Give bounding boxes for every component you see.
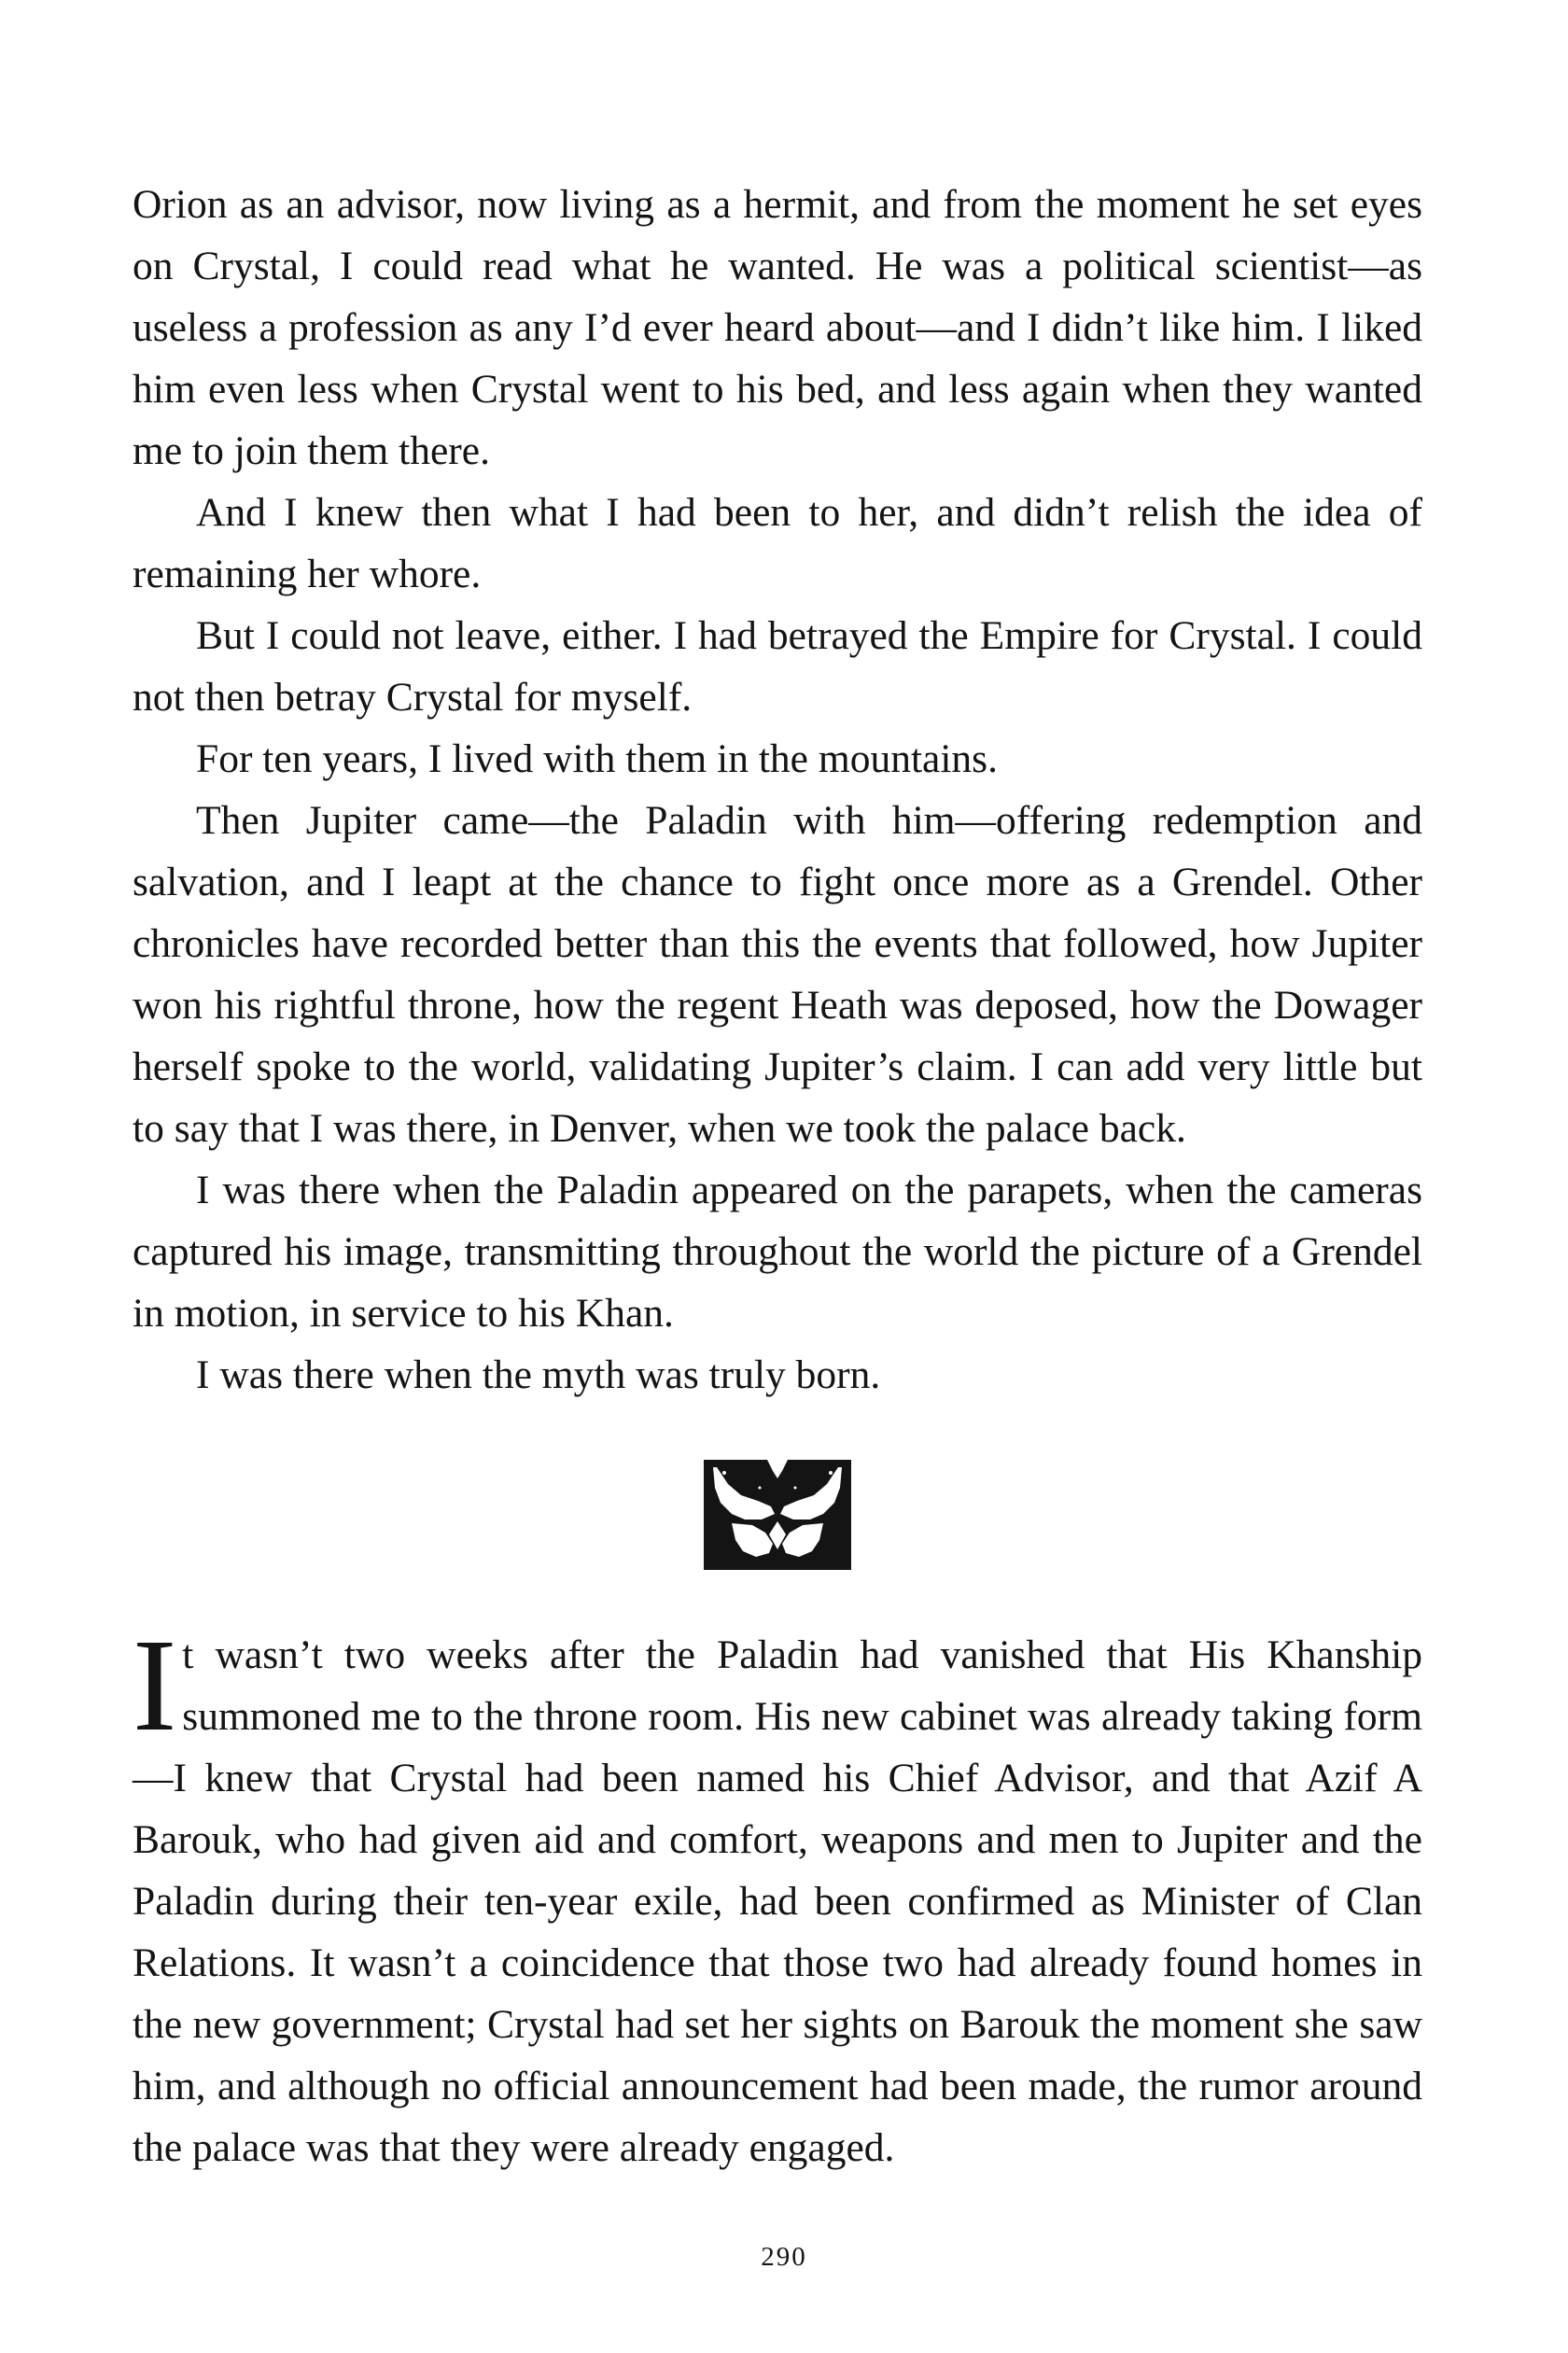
section-break bbox=[133, 1460, 1422, 1570]
paragraph-2: And I knew then what I had been to her, and didn’t relish the idea of remaining her whore. bbox=[133, 490, 1422, 596]
paragraph-5: Then Jupiter came—the Paladin with him—offering redemption and salvation, and I leapt at the chance to fight once more as a Grendel. Other chronicles have recorded better than this the events that followed, how Jupiter won his rightful throne, how the regent Heath was deposed, how the Dowager herself spoke to the world, validating Jupiter’s claim. I can add very little but to say that I was there, in Denver, when we took the palace back. bbox=[133, 798, 1422, 1151]
page-number: 290 bbox=[761, 2242, 807, 2272]
opening-paragraph-text: t wasn’t two weeks after the Paladin had vanished that His Khanship summoned me to the throne room. His new cabinet was already taking form—I knew that Crystal had been named his Chief Advisor, and that Azif A Barouk, who had given aid and comfort, weapons and men to Jupiter and the Paladin during their ten-year exile, had been confirmed as Minister of Clan Relations. It wasn’t a coincidence that those two had already found homes in the new government; Crystal had set her sights on Barouk the moment she saw him, and although no official announcement had been made, the rumor around the palace was that they were already engaged. bbox=[133, 1632, 1422, 2170]
drop-cap: I bbox=[133, 1611, 177, 1758]
page-body bbox=[133, 174, 1422, 2178]
paragraph-1: Orion as an advisor, now living as a hermit, and from the moment he set eyes on Crystal, I could read what he wanted. He was a political scientist—as useless a profession as any I’d ever heard about—and I didn’t like him. I liked him even less when Crystal went to his bed, and less again when they wanted me to join them there. bbox=[133, 182, 1422, 473]
paragraph-6: I was there when the Paladin appeared on the parapets, when the cameras captured his image, transmitting throughout the world the picture of a Grendel in motion, in service to his Khan. bbox=[133, 1168, 1422, 1336]
paragraph-4: For ten years, I lived with them in the mountains. bbox=[196, 736, 998, 781]
paragraph-3: But I could not leave, either. I had betrayed the Empire for Crystal. I could not then betray Crystal for myself. bbox=[133, 613, 1422, 720]
paragraph-7: I was there when the myth was truly born. bbox=[196, 1352, 881, 1397]
grendel-mask-ornament-icon bbox=[704, 1460, 851, 1570]
opening-paragraph bbox=[133, 1611, 1422, 2178]
